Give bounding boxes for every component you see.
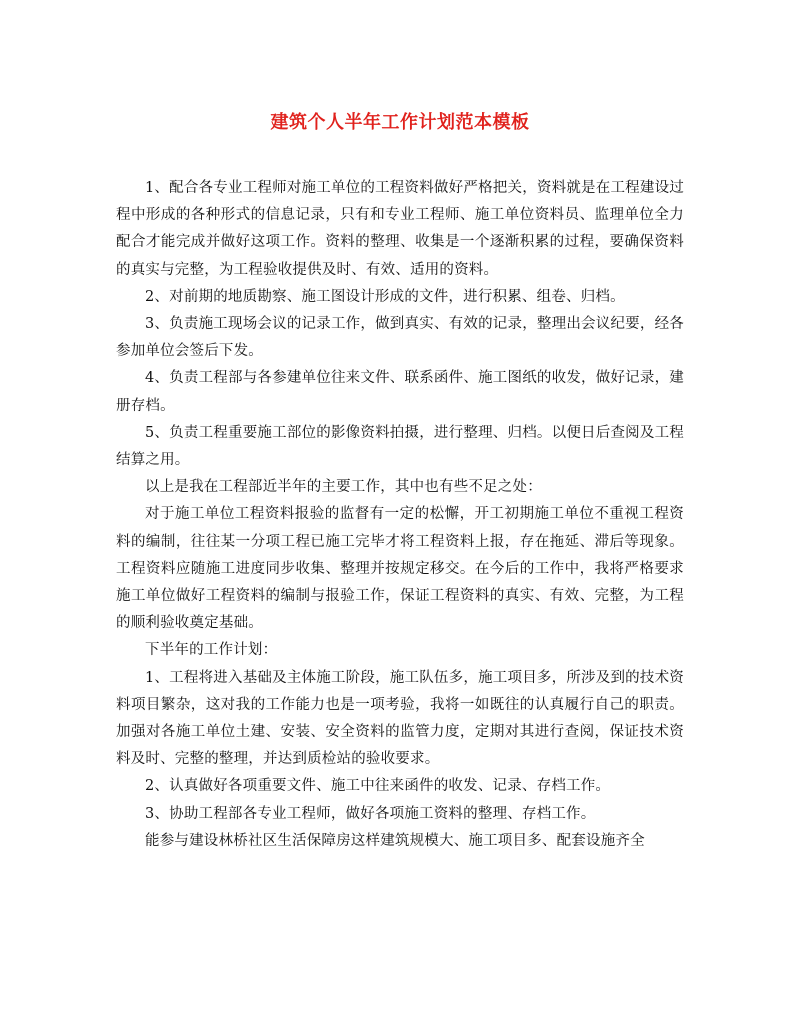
paragraph-4: 4、负责工程部与各参建单位往来文件、联系函件、施工图纸的收发，做好记录，建册存档。 — [116, 370, 684, 414]
paragraph-5: 5、负责工程重要施工部位的影像资料拍摄，进行整理、归档。以便日后查阅及工程结算之用。 — [116, 424, 684, 469]
paragraph-7: 对于施工单位工程资料报验的监督有一定的松懈，开工初期施工单位不重视工程资料的编制，往往某一分项工程已施工完毕才将工程资料上报，存在拖延、滞后等现象。工程资料应随施工进度同步收集、整理并按规定移交。在今后的工作中，我将严格要求施工单位做好工程资料的编制与报验工作，保证工程资料的真实、有效、完整，为工程的顺利验收奠定基础。 — [116, 506, 684, 632]
paragraph-8: 下半年的工作计划： — [145, 642, 278, 659]
paragraph-1: 1、配合各专业工程师对施工单位的工程资料做好严格把关，资料就是在工程建设过程中形成的各种形式的信息记录，只有和专业工程师、施工单位资料员、监理单位全力配合才能完成并做好这项工作。资料的整理、收集是一个逐渐积累的过程，要确保资料的真实与完整，为工程验收提供及时、有效、适用的资料。 — [116, 180, 684, 278]
paragraph-10: 2、认真做好各项重要文件、施工中往来函件的收发、记录、存档工作。 — [145, 778, 611, 795]
paragraph-12: 能参与建设林桥社区生活保障房这样建筑规模大、施工项目多、配套设施齐全 — [145, 832, 645, 849]
paragraph-6: 以上是我在工程部近半年的主要工作，其中也有些不足之处： — [145, 479, 542, 496]
document-title: 建筑个人半年工作计划范本模板 — [270, 112, 530, 133]
document-body — [116, 175, 684, 855]
paragraph-9: 1、工程将进入基础及主体施工阶段，施工队伍多，施工项目多，所涉及到的技术资料项目繁杂，这对我的工作能力也是一项考验，我将一如既往的认真履行自己的职责。加强对各施工单位土建、安装、安全资料的监管力度，定期对其进行查阅，保证技术资料及时、完整的整理，并达到质检站的验收要求。 — [116, 669, 684, 768]
paragraph-3: 3、负责施工现场会议的记录工作，做到真实、有效的记录，整理出会议纪要，经各参加单位会签后下发。 — [116, 316, 684, 360]
paragraph-2: 2、对前期的地质勘察、施工图设计形成的文件，进行积累、组卷、归档。 — [145, 288, 625, 305]
paragraph-11: 3、协助工程部各专业工程师，做好各项施工资料的整理、存档工作。 — [145, 805, 596, 822]
